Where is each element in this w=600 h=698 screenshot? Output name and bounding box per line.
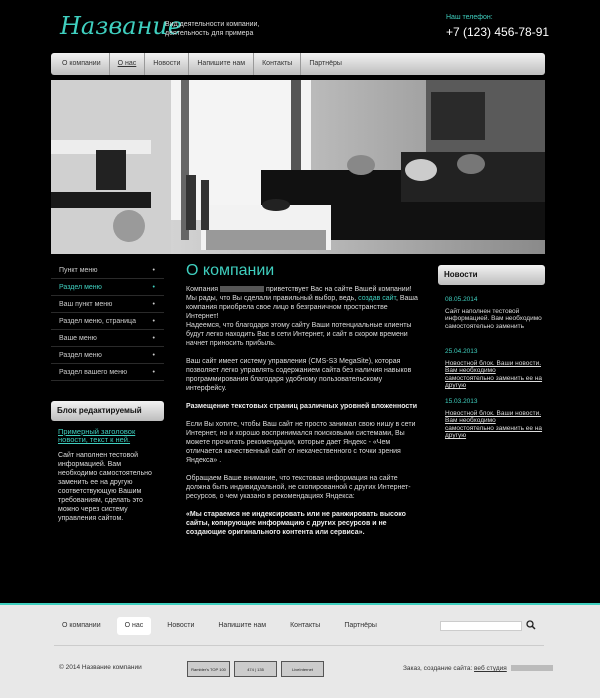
company-name-redacted: [220, 286, 264, 292]
studio-link[interactable]: веб студия: [474, 665, 507, 672]
yandex-quote: [186, 510, 422, 537]
side-menu-item[interactable]: [51, 330, 164, 347]
footer-nav-write-us[interactable]: Напишите нам: [218, 622, 267, 629]
seo-paragraph: Если Вы хотите, чтобы Ваш сайт не просто занимал свою нишу в сети Интернет, но и хорошо воспринимался поисковыми системами, Вы можете прочитать рекомендации, которые дает Яндекс - «Чем отличается качественный сайт от некачественного с точки зрения Яндекса» .: [186, 421, 416, 464]
intro-text-c: , Ваша компания приобрела свое лицо в безграничном пространстве Интернет!: [186, 295, 418, 320]
side-menu-item[interactable]: [51, 262, 164, 279]
editable-block-link[interactable]: Примерный заголовок новости, текст к ней.: [58, 427, 136, 444]
side-menu: [51, 262, 164, 381]
news-link[interactable]: Новостной блок. Ваши новости. Вам необходимо самостоятельно заменить ее на другую: [445, 409, 543, 439]
studio-label: Заказ, создание сайта:: [403, 665, 473, 672]
bullet-icon: •: [152, 301, 155, 308]
bullet-icon: •: [152, 318, 155, 325]
news-title: Новости: [438, 265, 545, 285]
footer-nav-partners[interactable]: Партнёры: [344, 622, 377, 629]
search-input[interactable]: [440, 621, 522, 631]
phone-label: Наш телефон:: [446, 14, 493, 21]
side-menu-item-active[interactable]: [51, 279, 164, 296]
yandex-quote-text: «Мы стараемся не индексировать или не ранжировать высоко сайты, копирующие информацию с других ресурсов и не создающие оригинального контента или сервиса».: [186, 511, 406, 536]
bullet-icon: •: [152, 267, 155, 274]
footer-rule: [54, 645, 544, 646]
bullet-icon: •: [152, 335, 155, 342]
intro-paragraph: [186, 285, 422, 348]
site-logo[interactable]: Название: [60, 12, 183, 40]
footer-nav-contacts[interactable]: Контакты: [290, 622, 321, 629]
intro-text-d: Надеемся, что благодаря этому сайту Ваши потенциальные клиенты будут легко находить Вас в сети Интернет, и сайт в скором времени начнет приносить прибыль.: [186, 322, 412, 347]
news-date: 15.03.2013: [445, 398, 478, 405]
side-menu-label: Раздел меню, страница: [59, 318, 136, 325]
footer-nav-about-company[interactable]: О компании: [62, 622, 101, 629]
studio-name-redacted: [511, 665, 553, 671]
footer: [0, 605, 600, 698]
side-menu-label: Раздел меню: [59, 352, 102, 359]
bullet-icon: •: [152, 352, 155, 359]
editable-block-text: Сайт наполнен тестовой информацией. Вам необходимо самостоятельно заменить ее на другую соответствующую Вашим требованиям, сделать это можно через систему управления сайтом.: [58, 452, 152, 522]
side-menu-label: Ваше меню: [59, 335, 97, 342]
side-menu-label: Раздел меню: [59, 284, 102, 291]
side-menu-item[interactable]: [51, 364, 164, 381]
news-item: [445, 398, 545, 440]
news-date: 08.05.2014: [445, 296, 478, 303]
news-date: 25.04.2013: [445, 348, 478, 355]
studio-credit: [403, 665, 553, 672]
search-icon[interactable]: [526, 619, 536, 631]
news-text: Сайт наполнен тестовой информацией. Вам необходимо самостоятельно заменить: [445, 307, 542, 330]
intro-text-b: приветствует Вас на сайте Вашей компании! Мы рады, что Вы сделали правильный выбор, ведь,: [186, 286, 412, 302]
side-menu-label: Раздел вашего меню: [59, 369, 128, 376]
side-menu-item[interactable]: [51, 313, 164, 330]
bullet-icon: •: [152, 284, 155, 291]
hero-image: [51, 80, 545, 254]
side-menu-item[interactable]: [51, 347, 164, 364]
news-link[interactable]: Новостной блок. Ваши новости. Вам необходимо самостоятельно заменить ее на другую: [445, 359, 543, 389]
liveinternet-counter[interactable]: LiveInternet: [281, 661, 324, 677]
editable-block-title: Блок редактируемый: [51, 401, 164, 421]
visits-counter[interactable]: 474 | 135: [234, 661, 277, 677]
text-pages-heading: [186, 402, 422, 411]
unique-content-paragraph: Обращаем Ваше внимание, что текстовая информация на сайте должна быть индивидуальной, не скопированной с других Интернет-ресурсов, о чем указано в рекомендациях Яндекса:: [186, 475, 411, 500]
side-menu-label: Ваш пункт меню: [59, 301, 113, 308]
footer-nav-about-us[interactable]: О нас: [117, 617, 152, 635]
page-title: О компании: [186, 262, 275, 279]
copyright: © 2014 Название компании: [59, 664, 142, 671]
nav-item-partners[interactable]: Партнёры: [309, 60, 342, 67]
footer-nav: [54, 617, 393, 635]
news-item: [445, 348, 545, 390]
counters: [187, 661, 324, 677]
side-menu-item[interactable]: [51, 296, 164, 313]
site-tagline: Вид деятельности компании, деятельность для примера: [165, 21, 260, 37]
intro-text-a: Компания: [186, 286, 219, 293]
main-content: [186, 262, 422, 546]
nav-item-news[interactable]: Новости: [145, 53, 189, 75]
top-nav: [51, 53, 545, 75]
nav-item-about-company[interactable]: О компании: [54, 53, 110, 75]
footer-nav-news[interactable]: Новости: [167, 622, 195, 629]
nav-item-write-us[interactable]: Напишите нам: [189, 53, 254, 75]
nav-item-contacts[interactable]: Контакты: [254, 53, 301, 75]
cms-paragraph: Ваш сайт имеет систему управления (CMS-S3 MegaSite), которая позволяет легко управлять содержанием сайта без наличия навыков программирования благодаря удобному пользовательскому интерфейсу.: [186, 358, 412, 392]
text-pages-heading-text: Размещение текстовых страниц различных уровней вложенности: [186, 403, 418, 410]
bullet-icon: •: [152, 369, 155, 376]
nav-item-about-us[interactable]: О нас: [110, 53, 146, 75]
phone-number: +7 (123) 456-78-91: [446, 25, 550, 39]
create-site-link[interactable]: создав сайт: [358, 295, 396, 302]
news-item: [445, 296, 545, 330]
rambler-counter[interactable]: Rambler's TOP 100: [187, 661, 230, 677]
side-menu-label: Пункт меню: [59, 267, 98, 274]
